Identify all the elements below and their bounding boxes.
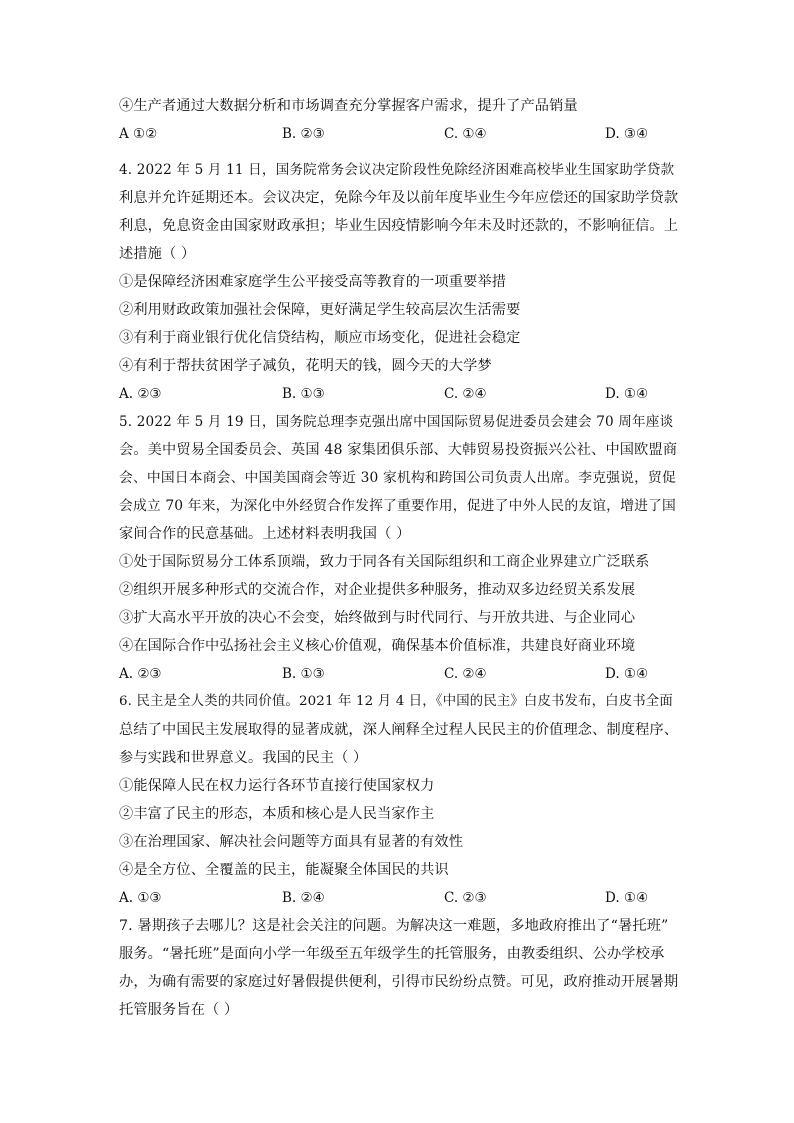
question-stem-line: 服务。“暑托班”是面向小学一年级至五年级学生的托管服务，由教委组织、公办学校承 (119, 946, 665, 962)
choice-item: ④有利于帮扶贫困学子减负，花明天的钱，圆今天的大学梦 (119, 358, 492, 374)
answer-options (119, 380, 679, 408)
option-d: D. ③④ (605, 126, 649, 142)
answer-options (119, 120, 679, 148)
option-d: D. ①④ (605, 890, 649, 906)
question-6 (119, 688, 679, 912)
question-stem-line: 7. 暑期孩子去哪儿？这是社会关注的问题。为解决这一难题，多地政府推出了“暑托班” (119, 918, 669, 934)
question-stem-line: 会。美中贸易全国委员会、英国 48 家集团俱乐部、大韩贸易投资振兴公社、中国欧盟商 (119, 442, 678, 458)
exam-content (119, 92, 679, 1024)
option-c: C. ②④ (444, 386, 487, 402)
option-b: B. ②④ (282, 890, 325, 906)
question-stem-line: 托管服务旨在（ ） (119, 1002, 239, 1018)
choice-item: ③在治理国家、解决社会问题等方面具有显著的有效性 (119, 834, 464, 850)
choice-item: ④生产者通过大数据分析和市场调查充分掌握客户需求，提升了产品销量 (119, 98, 578, 114)
option-c: C. ②④ (444, 666, 487, 682)
question-stem-line: 家间合作的民意基础。上述材料表明我国（ ） (119, 526, 411, 542)
option-c: C. ①④ (444, 126, 487, 142)
question-stem-line: 述措施（ ） (119, 246, 196, 262)
question-stem-line: 会、中国日本商会、中国美国商会等近 30 家机构和跨国公司负责人出席。李克强说，贸促 (119, 470, 676, 486)
option-b: B. ①③ (282, 386, 325, 402)
choice-item: ①能保障人民在权力运行各环节直接行使国家权力 (119, 778, 435, 794)
question-stem-line: 5. 2022 年 5 月 19 日，国务院总理李克强出席中国国际贸易促进委员会建会 70 周年座谈 (119, 414, 674, 430)
option-b: B. ②③ (282, 126, 325, 142)
choice-item: ②利用财政政策加强社会保障，更好满足学生较高层次生活需要 (119, 302, 521, 318)
question-7 (119, 912, 679, 1024)
choice-item: ①处于国际贸易分工体系顶端，致力于同各有关国际组织和工商企业界建立广泛联系 (119, 554, 650, 570)
question-5 (119, 408, 679, 688)
question-stem-line: 会成立 70 年来，为深化中外经贸合作发挥了重要作用，促进了中外人民的友谊，增进了国 (119, 498, 676, 514)
choice-item: ④在国际合作中弘扬社会主义核心价值观，确保基本价值标准，共建良好商业环境 (119, 638, 636, 654)
question-stem-line: 4. 2022 年 5 月 11 日，国务院常务会议决定阶段性免除经济困难高校毕业生国家助学贷款 (119, 162, 675, 178)
choice-item: ②丰富了民主的形态，本质和核心是人民当家作主 (119, 806, 435, 822)
option-a: A. ①③ (119, 890, 162, 906)
option-b: B. ①③ (282, 666, 325, 682)
question-stem-line: 利息，免息资金由国家财政承担；毕业生因疫情影响今年未及时还款的，不影响征信。上 (119, 218, 679, 234)
option-c: C. ②③ (444, 890, 487, 906)
choice-item: ①是保障经济困难家庭学生公平接受高等教育的一项重要举措 (119, 274, 507, 290)
choice-item: ④是全方位、全覆盖的民主，能凝聚全体国民的共识 (119, 862, 449, 878)
choice-item: ③扩大高水平开放的决心不会变，始终做到与时代同行、与开放共进、与企业同心 (119, 610, 636, 626)
question-stem-line: 总结了中国民主发展取得的显著成就，深人阐释全过程人民民主的价值理念、制度程序、 (119, 722, 679, 738)
choice-item: ②组织开展多种形式的交流合作，对企业提供多种服务，推动双多边经贸关系发展 (119, 582, 636, 598)
question-4 (119, 156, 679, 408)
option-a: A. ②③ (119, 666, 162, 682)
previous-question-tail (119, 92, 679, 148)
question-stem-line: 利息并允许延期还本。会议决定，免除今年及以前年度毕业生今年应偿还的国家助学贷款 (119, 190, 679, 206)
choice-item: ③有利于商业银行优化信贷结构，顺应市场变化，促进社会稳定 (119, 330, 521, 346)
question-stem-line: 参与实践和世界意义。我国的民主（ ） (119, 750, 368, 766)
answer-options (119, 884, 679, 912)
option-d: D. ①④ (605, 666, 649, 682)
option-d: D. ①④ (605, 386, 649, 402)
question-stem-line: 办，为确有需要的家庭过好暑假提供便利，引得市民纷纷点赞。可见，政府推动开展暑期 (119, 974, 679, 990)
answer-options (119, 660, 679, 688)
option-a: A. ②③ (119, 386, 162, 402)
option-a: A ①② (119, 126, 158, 142)
question-stem-line: 6. 民主是全人类的共同价值。2021 年 12 月 4 日，《中国的民主》白皮书发布，白皮书全面 (119, 694, 673, 709)
